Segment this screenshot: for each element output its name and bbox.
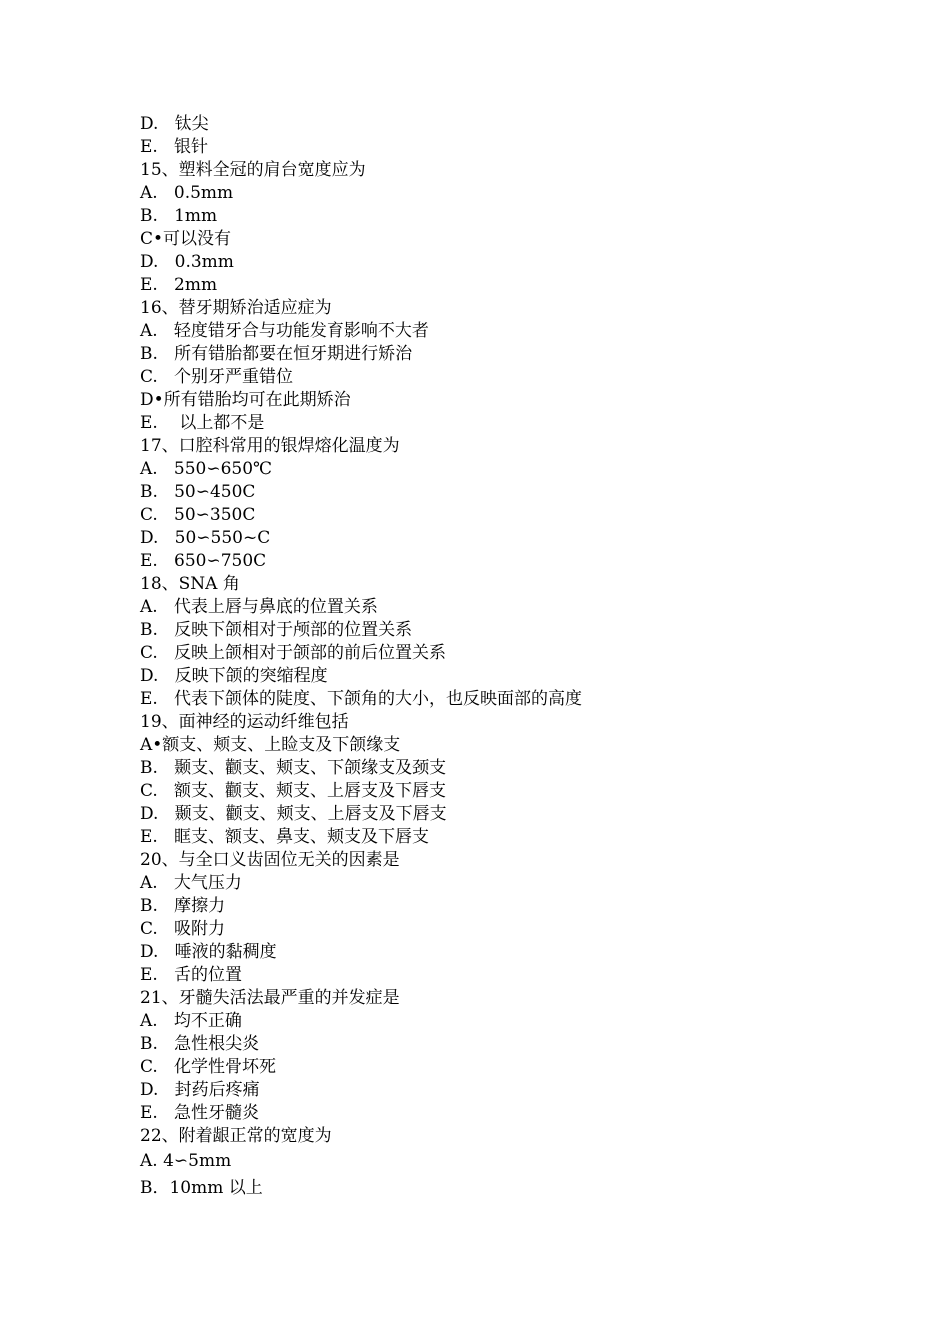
answer-option: B. 50∽450C [140, 482, 256, 502]
answer-option: C. 个别牙严重错位 [140, 367, 294, 387]
answer-option: E. 急性牙髓炎 [140, 1103, 260, 1123]
answer-option: A. 均不正确 [140, 1011, 242, 1031]
answer-option: B. 颞支、颧支、颊支、下颌缘支及颈支 [140, 758, 447, 778]
answer-option: A. 轻度错牙合与功能发育影响不大者 [140, 321, 429, 341]
answer-option: C•可以没有 [140, 229, 232, 249]
answer-option: C. 反映上颌相对于颌部的前后位置关系 [140, 643, 447, 663]
answer-option: D. 0.3mm [140, 252, 234, 272]
question-heading: 16、替牙期矫治适应症为 [140, 298, 332, 318]
question-heading: 21、牙髓失活法最严重的并发症是 [140, 988, 400, 1008]
answer-option: B. 急性根尖炎 [140, 1034, 260, 1054]
answer-option: C. 吸附力 [140, 919, 226, 939]
answer-option: B. 所有错胎都要在恒牙期进行矫治 [140, 344, 413, 364]
answer-option: E. 眶支、额支、鼻支、颊支及下唇支 [140, 827, 430, 847]
answer-option: A. 代表上唇与鼻底的位置关系 [140, 597, 378, 617]
answer-option: D. 封药后疼痛 [140, 1080, 260, 1100]
question-heading: 19、面神经的运动纤维包括 [140, 712, 349, 732]
text-line: E. 银针 [140, 137, 209, 157]
answer-option: A. 大气压力 [140, 873, 242, 893]
answer-option: A. 0.5mm [140, 183, 234, 203]
question-list [140, 113, 840, 1202]
answer-option: C. 化学性骨坏死 [140, 1057, 277, 1077]
text-line: D. 钛尖 [140, 114, 209, 134]
question-heading: 20、与全口义齿固位无关的因素是 [140, 850, 400, 870]
question-heading: 17、口腔科常用的银焊熔化温度为 [140, 436, 400, 456]
answer-option: B. 1mm [140, 206, 218, 226]
answer-option: D•所有错胎均可在此期矫治 [140, 390, 351, 410]
answer-option: D. 颞支、颧支、颊支、上唇支及下唇支 [140, 804, 447, 824]
answer-option: C. 50∽350C [140, 505, 256, 525]
answer-option: D. 唾液的黏稠度 [140, 942, 277, 962]
answer-option: E. 650∽750C [140, 551, 267, 571]
answer-option: A. 4∽5mm [140, 1151, 232, 1171]
answer-option: A•额支、颊支、上睑支及下颌缘支 [140, 735, 401, 755]
answer-option: A. 550∽650℃ [140, 459, 273, 479]
question-heading: 15、塑料全冠的肩台宽度应为 [140, 160, 366, 180]
answer-option: D. 50∽550~C [140, 528, 271, 548]
answer-option: B. 反映下颌相对于颅部的位置关系 [140, 620, 413, 640]
answer-option: B．10mm 以上 [140, 1178, 263, 1198]
answer-option: D. 反映下颌的突缩程度 [140, 666, 328, 686]
question-heading: 18、SNA 角 [140, 574, 240, 594]
question-heading: 22、附着龈正常的宽度为 [140, 1126, 332, 1146]
answer-option: E. 2mm [140, 275, 218, 295]
answer-option: B. 摩擦力 [140, 896, 226, 916]
answer-option: E. 代表下颌体的陡度、下颌角的大小，也反映面部的高度 [140, 689, 583, 709]
answer-option: C. 额支、颧支、颊支、上唇支及下唇支 [140, 781, 447, 801]
answer-option: E. 舌的位置 [140, 965, 243, 985]
answer-option: E. 以上都不是 [140, 413, 265, 433]
